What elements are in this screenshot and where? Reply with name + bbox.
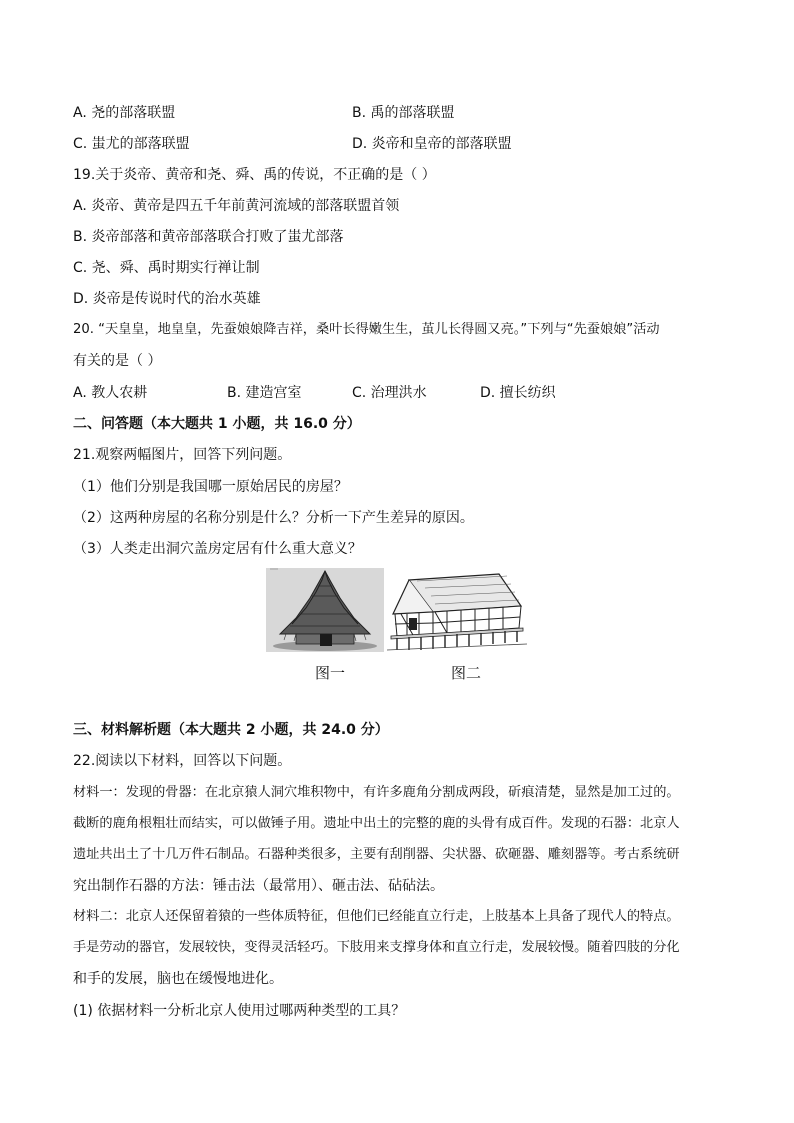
section3-heading: 三、材料解析题（本大题共 2 小题，共 24.0 分）: [73, 722, 389, 738]
q20-option-d: D. 擅长纺织: [480, 385, 556, 401]
material2-line2: 手是劳动的器官，发展较快，变得灵活轻巧。下肢用来支撑身体和直立行走，发展较慢。随着四肢的分化: [73, 940, 680, 955]
q19-option-b: B. 炎帝部落和黄帝部落联合打败了蚩尤部落: [73, 229, 344, 245]
q21-sub3: （3）人类走出洞穴盖房定居有什么重大意义？: [73, 541, 362, 557]
q18-option-a: A. 尧的部落联盟: [73, 105, 176, 121]
q19-option-c: C. 尧、舜、禹时期实行禅让制: [73, 260, 260, 276]
figure1-caption: 图一: [314, 664, 345, 682]
q19-option-a: A. 炎帝、黄帝是四五千年前黄河流域的部落联盟首领: [73, 198, 400, 214]
section2-heading: 二、问答题（本大题共 1 小题，共 16.0 分）: [73, 416, 361, 432]
q18-option-c: C. 蚩尤的部落联盟: [73, 136, 190, 152]
q18-option-b: B. 禹的部落联盟: [352, 105, 455, 121]
figure1-hut-image: [266, 568, 384, 652]
q21-stem: 21.观察两幅图片，回答下列问题。: [73, 447, 292, 463]
q21-sub2: （2）这两种房屋的名称分别是什么？分析一下产生差异的原因。: [73, 510, 474, 526]
material1-line2: 截断的鹿角根粗壮而结实，可以做锤子用。遗址中出土的完整的鹿的头骨有成百件。发现的石器：北京人: [73, 816, 680, 831]
q21-sub1: （1）他们分别是我国哪一原始居民的房屋？: [73, 479, 348, 495]
material1-line4: 究出制作石器的方法：锤击法（最常用）、砸击法、砧砧法。: [73, 878, 444, 894]
q22-stem: 22.阅读以下材料，回答以下问题。: [73, 753, 292, 769]
q20-stem-line2: 有关的是（ ）: [73, 353, 162, 369]
q19-stem: 19.关于炎帝、黄帝和尧、舜、禹的传说，不正确的是（ ）: [73, 167, 436, 183]
material1-line1: 材料一：发现的骨器：在北京猿人洞穴堆积物中，有许多鹿角分割成两段，斫痕清楚，显然是加工过的。: [73, 785, 680, 800]
q20-option-a: A. 教人农耕: [73, 385, 148, 401]
q20-option-b: B. 建造宫室: [227, 385, 302, 401]
q20-option-c: C. 治理洪水: [352, 385, 427, 401]
material1-line3: 遗址共出土了十几万件石制品。石器种类很多，主要有刮削器、尖状器、砍砸器、雕刻器等。考古系统研: [73, 847, 680, 862]
figure2-stilt-house-image: [387, 570, 527, 652]
q22-sub1: (1) 依据材料一分析北京人使用过哪两种类型的工具？: [73, 1003, 406, 1019]
material2-line3: 和手的发展，脑也在缓慢地进化。: [73, 971, 283, 987]
q20-stem-line1: 20. “天皇皇，地皇皇，先蚕娘娘降吉祥，桑叶长得嫩生生，茧儿长得圆又亮。”下列与“先蚕娘娘”活动: [73, 322, 660, 337]
q19-option-d: D. 炎帝是传说时代的治水英雄: [73, 291, 261, 307]
q18-option-d: D. 炎帝和皇帝的部落联盟: [352, 136, 512, 152]
figure2-caption: 图二: [450, 664, 481, 682]
material2-line1: 材料二：北京人还保留着猿的一些体质特征，但他们已经能直立行走，上肢基本上具备了现代人的特点。: [73, 909, 680, 924]
